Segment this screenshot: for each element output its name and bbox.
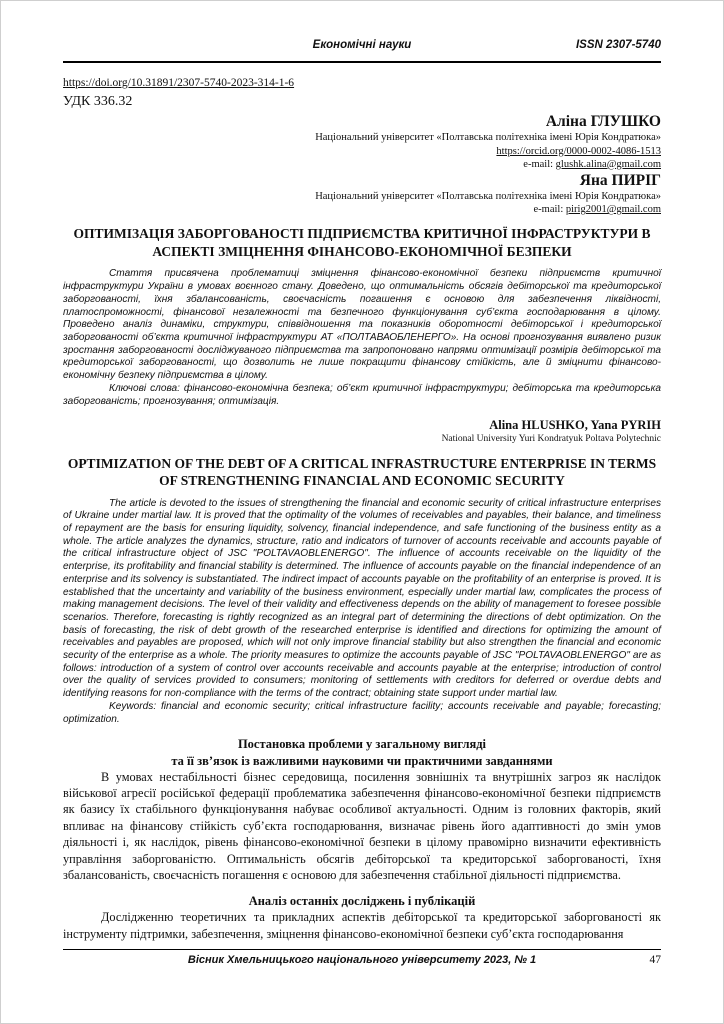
abstract-ua — [63, 268, 661, 408]
email-line — [63, 158, 661, 171]
issn-label: ISSN 2307-5740 — [575, 39, 661, 51]
abstract-en-text: The article is devoted to the issues of strengthening the financial and economic security of critical infrastructure enterprises of Ukraine under martial law. It is proved that the optimality of the volumes of receivables and payables, their balance, and timeliness of repayment are the basis for ensuring liquidity, solvency, financial independence, and safe functioning of the business entity as a whole. The article analyzes the dynamics, structure, ratio and indicators of turnover of accounts receivable and accounts payable of the critical infrastructure object of JSC "POLTAVAOBLENERGO". The influence of accounts receivable on the liquidity of the enterprise, its profitability and financial stability is determined. The influence of accounts payable on the financial independence of an enterprise and its solvency is substantiated. The indirect impact of accounts payable on the profitability of an enterprise is proved. It is established that the uncertainty and variability of the business environment, especially under martial law, complicates the process of making management decisions. The level of their validity and effectiveness depends on the ability of management to foresee possible scenarios. Therefore, forecasting is rightly recognized as an integral part of determining the directions of debt optimization. On the basis of forecasting, the risk of debt growth of the researched enterprise is identified and directions for optimizing the amount of receivables and payables are proposed, which will not only improve financial stability but also strengthen the financial and economic security of the enterprise as a whole. The priority measures to optimize the accounts payable of JSC "POLTAVAOBLENERGO" are as follows: introduction of a system of control over accounts receivable and accounts payable at the enterprise; introduction of control over the quality of services provided to consumers; monitoring of settlements with creditors for deferred or overdue debts and identifying reasons for non-compliance with the terms of the contract; obtaining state support under martial law. — [63, 497, 661, 700]
journal-section-label: Економічні науки — [312, 39, 412, 51]
keywords-en: Keywords: financial and economic security; critical infrastructure facility; accounts receivable and payable; forecasting; optimization. — [63, 700, 661, 725]
section-heading-line1: Постановка проблеми у загальному вигляді — [237, 737, 487, 752]
section-analysis-paragraph: Дослідженню теоретичних та прикладних аспектів дебіторської та кредиторської заборгованості як інструменту підтримки, забезпечення, зміцнення фінансово-економічної безпеки суб’єкта господарювання — [63, 910, 661, 941]
section-problem-paragraph: В умовах нестабільності бізнес середовища, посилення зовнішніх та внутрішніх загроз як наслідок військової агресії російської федерації проблематика забезпечення фінансово-економічної безпеки підприємств як базису їх стабільного функціонування набуває особливої актуальності. Одним із головних факторів, який впливає на фінансову стійкість суб’єкта господарювання, визначає рівень його адаптивності до змін умов діяльності і, як наслідок, рівень фінансово-економічної безпеки в цілому правомірно визначити ефективність управління заборгованістю. Оптимальність обсягів дебіторської та кредиторської заборгованості, їхня збалансованість, своєчасність погашення є основою для забезпечення стабільної діяльності підприємства. — [63, 769, 661, 882]
title-en: OPTIMIZATION OF THE DEBT OF A CRITICAL INFRASTRUCTURE ENTERPRISE IN TERMS OF STRENGTHENING FINANCIAL AND ECONOMIC SECURITY — [67, 455, 657, 489]
author-name: Яна ПИРІГ — [579, 171, 661, 189]
email-link[interactable]: pirig2001@gmail.com — [565, 204, 661, 216]
orcid-link[interactable]: https://orcid.org/0000-0002-4086-1513 — [496, 145, 661, 157]
section-heading-analysis: Аналіз останніх досліджень і публікацій — [248, 894, 476, 909]
abstract-en — [63, 498, 661, 727]
abstract-ua-text: Стаття присвячена проблематиці зміцнення фінансово-економічної безпеки підприємств критичної інфраструктури України в умовах воєнного стану. Доведено, що оптимальність обсягів дебіторської та кредиторської заборгованості, їхня збалансованість, своєчасність погашення є основою для забезпечення ліквідності, платоспроможності, фінансової незалежності та безпечного функціонування суб’єкта господарювання в цілому. Проведено аналіз динаміки, структури, співвідношення та показників оборотності дебіторської і кредиторської заборгованості об’єкта критичної інфраструктури АТ «ПОЛТАВАОБЛЕНЕРГО». На основі прогнозування виявлено ризик зростання заборгованості досліджуваного підприємства та запропоновано напрями оптимізації розмірів дебіторської та кредиторської заборгованості, що дозволить не лише покращити фінансову стійкість, але й зміцнити фінансово-економічну безпеку підприємства в цілому. — [63, 268, 661, 382]
authors-ua-block — [63, 112, 661, 216]
authors-en: Alina HLUSHKO, Yana PYRIH — [489, 418, 661, 433]
author-affiliation: Національний університет «Полтавська політехніка імені Юрія Кондратюка» — [315, 191, 661, 203]
page-footer — [63, 949, 661, 966]
header-rule — [63, 61, 661, 63]
email-link[interactable]: glushk.alina@gmail.com — [555, 158, 661, 170]
orcid-line — [63, 145, 661, 158]
author-name: Аліна ГЛУШКО — [545, 113, 661, 130]
affiliation-en: National University Yuri Kondratyuk Poltava Polytechnic — [441, 434, 661, 445]
running-header — [63, 39, 661, 55]
email-line — [63, 203, 661, 216]
title-ua: ОПТИМІЗАЦІЯ ЗАБОРГОВАНОСТІ ПІДПРИЄМСТВА КРИТИЧНОЇ ІНФРАСТРУКТУРИ В АСПЕКТІ ЗМІЦНЕННЯ ФІНАНСОВО-ЕКОНОМІЧНОЇ БЕЗПЕКИ — [73, 226, 651, 259]
udk-label: УДК 336.32 — [63, 94, 133, 109]
doi-line — [63, 77, 661, 89]
keywords-ua: Ключові слова: фінансово-економічна безпека; об’єкт критичної інфраструктури; дебіторська та кредиторська заборгованість; прогнозування; оптимізація. — [63, 382, 661, 407]
footer-page-number: 47 — [649, 954, 661, 966]
email-label: e-mail: — [523, 158, 556, 170]
doi-link[interactable]: https://doi.org/10.31891/2307-5740-2023-314-1-6 — [63, 77, 295, 89]
email-label: e-mail: — [533, 204, 566, 216]
section-heading-problem — [63, 736, 661, 769]
section-heading-line2: та її зв’язок із важливими науковими чи практичними завданнями — [171, 753, 553, 768]
footer-journal-title: Вісник Хмельницького національного університету 2023, № 1 — [187, 954, 537, 966]
author-affiliation: Національний університет «Полтавська політехніка імені Юрія Кондратюка» — [315, 132, 661, 144]
